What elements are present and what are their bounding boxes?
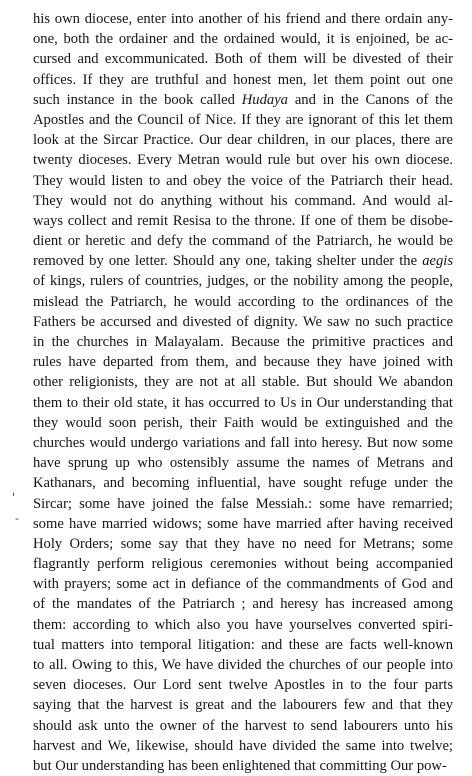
text-line: them to their old state, it has occurred to Us in Our understanding that [33,394,453,411]
text-line: Fathers be accursed and divested of dignity. We saw no such practice [33,313,453,330]
text-line: other religionists, they are not at all stable. But should We abandon [33,374,453,391]
text-line: rules have departed from them, and because they have joined with [33,354,453,371]
text-line: They would not do anything without his command. And would al- [33,192,453,209]
text-line: to all. Owing to this, We have divided the churches of our people into [33,657,453,673]
text-line: should ask unto the owner of the harvest to send labourers unto his [33,717,453,734]
text-line: twenty dioceses. Every Metran would rule but over his own diocese. [33,152,453,169]
text-line: dient or heretic and defy the command of the Patriarch, he would be [33,233,453,250]
text-line: but Our understanding has been enlightened that committing Our pow- [33,757,447,774]
text-line: have sprung up who ostensibly assume the names of Metrans and [33,455,453,472]
text-line: some have married widows; some have married after having received [33,515,453,532]
text-line: of the mandates of the Patriarch ; and heresy has increased among [33,596,453,613]
text-line: Sircar; some have joined the false Messiah.: some have remarried; [33,495,453,512]
text-line: in the churches in Malayalam. Because the primitive practices and [33,334,453,350]
margin-mark: ' [12,491,16,504]
text-line: ways collect and remit Resisa to the throne. If one of them be disobe- [33,212,453,229]
text-line: removed by one letter. Should any one, taking shelter under the aegis [33,253,453,270]
text-line: seven dioceses. Our Lord sent twelve Apostles in to the four parts [33,677,453,694]
text-line: mislead the Patriarch, he would according to the ordinances of the [33,293,453,310]
text-line: they would soon perish, their Faith would be extinguished and the [33,414,453,431]
text-line: one, both the ordainer and the ordained would, it is enjoined, be ac- [33,31,453,48]
text-line: cursed and excommunicated. Both of them will be divested of their [33,51,453,68]
text-line: offices. If they are truthful and honest men, let them point out one [33,71,453,88]
text-line: churches would undergo variations and fall into heresy. But now some [33,434,453,451]
text-line: saying that the harvest is great and the labourers few and that they [33,697,453,714]
body-text [33,9,453,776]
text-line: look at the Sircar Practice. Our dear children, in our places, there are [33,132,453,149]
text-line: them: according to which also you have yourselves converted spiri- [33,616,453,633]
text-line: harvest and We, likewise, should have divided the same into twelve; [33,737,453,754]
text-line: flagrantly perform religious ceremonies without being accompanied [33,556,453,573]
text-line: Holy Orders; some say that they have no need for Metrans; some [33,535,453,552]
text-line: tual matters into temporal litigation: and these are facts well-known [33,636,453,653]
text-line: of kings, rulers of countries, judges, or the nobility among the people, [33,273,453,290]
margin-mark: - [15,512,19,525]
text-line: such instance in the book called Hudaya and in the Canons of the [33,91,453,108]
text-line: with prayers; some act in defiance of the commandments of God and [33,576,453,593]
text-line: Apostles and the Council of Nice. If they are ignorant of this let them [33,111,453,128]
text-line: They would listen to and obey the voice of the Patriarch their head. [33,172,453,189]
text-line: Kathanars, and becoming influential, have sought refuge under the [33,475,453,492]
text-line: his own diocese, enter into another of his friend and there ordain any- [33,11,453,27]
